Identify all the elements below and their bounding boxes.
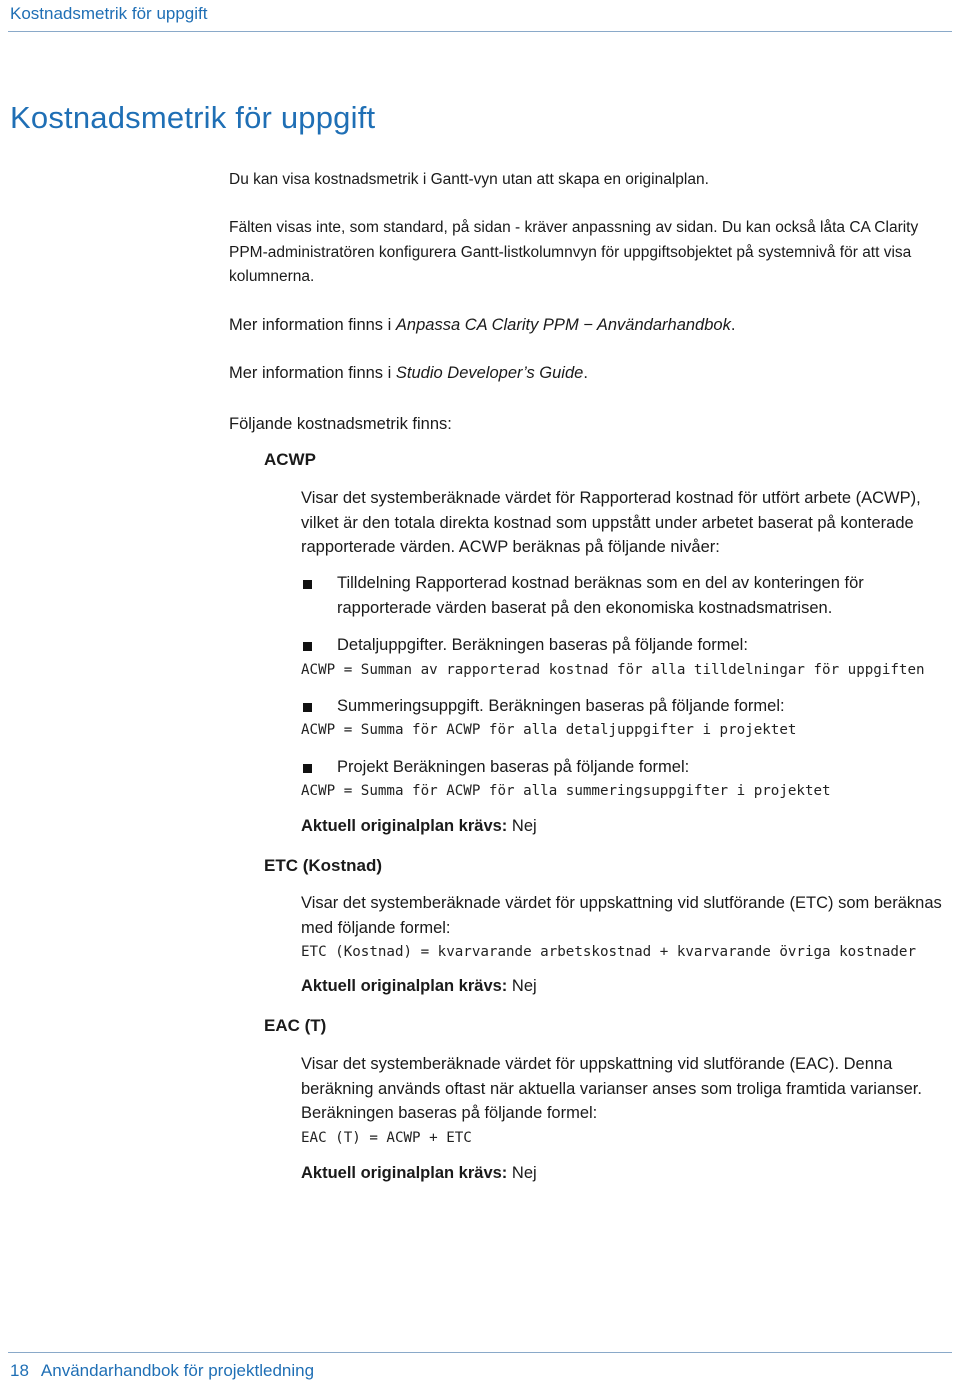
etc-description: Visar det systemberäknade värdet för uppskattning vid slutförande (ETC) som beräknas med följande formel: [301, 894, 942, 937]
acwp-baseline-required [301, 817, 537, 836]
baseline-required-value: Nej [507, 1164, 537, 1182]
acwp-formula-summary: ACWP = Summa för ACWP för alla detaljuppgifter i projektet [301, 722, 797, 738]
book-title: Användarhandbok för projektledning [40, 1361, 315, 1380]
acwp-bullet-project: Projekt Beräkningen baseras på följande formel: [337, 758, 690, 776]
more-info-suffix: . [583, 364, 588, 382]
page-footer [10, 1361, 314, 1381]
page-title: Kostnadsmetrik för uppgift [10, 100, 376, 135]
metrics-intro: Följande kostnadsmetrik finns: [229, 415, 452, 433]
more-info-prefix: Mer information finns i [229, 316, 396, 334]
etc-baseline-required [301, 977, 537, 996]
etc-formula: ETC (Kostnad) = kvarvarande arbetskostnad + kvarvarande övriga kostnader [301, 944, 916, 960]
acwp-bullet-assignment: Tilldelning Rapporterad kostnad beräknas som en del av konteringen för rapporterade värden baserat på den ekonomiska kostnadsmatrisen. [337, 574, 864, 617]
acwp-bullet-summary-task: Summeringsuppgift. Beräkningen baseras på följande formel: [337, 697, 785, 715]
baseline-required-value: Nej [507, 977, 537, 995]
baseline-required-label: Aktuell originalplan krävs: [301, 977, 508, 995]
term-etc: ETC (Kostnad) [264, 856, 383, 875]
bullet-icon [303, 764, 312, 773]
term-eac: EAC (T) [264, 1016, 327, 1035]
acwp-description: Visar det systemberäknade värdet för Rapporterad kostnad för utfört arbete (ACWP), vilket är den totala direkta kostnad som uppstått under arbetet baserat på konterade rapporterade värden. ACWP beräknas på följande nivåer: [301, 489, 921, 556]
header-divider [8, 31, 952, 32]
doc-reference-link[interactable]: Anpassa CA Clarity PPM − Användarhandbok [395, 316, 731, 334]
acwp-bullet-detail-tasks: Detaljuppgifter. Beräkningen baseras på följande formel: [337, 636, 748, 654]
term-acwp: ACWP [264, 450, 316, 469]
eac-formula: EAC (T) = ACWP + ETC [301, 1130, 472, 1146]
bullet-icon [303, 642, 312, 651]
page-number: 18 [10, 1361, 29, 1380]
eac-description: Visar det systemberäknade värdet för uppskattning vid slutförande (EAC). Denna beräkning används oftast när aktuella varianser anses som troliga framtida varianser. Beräkningen baseras på följande formel: [301, 1055, 922, 1122]
more-info-suffix: . [730, 316, 736, 334]
baseline-required-label: Aktuell originalplan krävs: [301, 817, 508, 835]
acwp-formula-detail: ACWP = Summan av rapporterad kostnad för alla tilldelningar för uppgiften [301, 662, 925, 678]
intro-paragraph-1: Du kan visa kostnadsmetrik i Gantt-vyn utan att skapa en originalplan. [229, 171, 709, 188]
doc-reference-link[interactable]: Studio Developer’s Guide [395, 364, 584, 382]
bullet-icon [303, 580, 312, 589]
more-info-paragraph-2 [229, 361, 954, 386]
acwp-formula-project: ACWP = Summa för ACWP för alla summeringsuppgifter i projektet [301, 783, 831, 799]
bullet-icon [303, 703, 312, 712]
more-info-paragraph-1 [229, 313, 954, 338]
intro-paragraph-2: Fälten visas inte, som standard, på sidan - kräver anpassning av sidan. Du kan också låta CA Clarity PPM-administratören konfigurera Gantt-listkolumnvyn för uppgiftsobjektet på systemnivå för att visa kolumnerna. [229, 219, 919, 285]
more-info-prefix: Mer information finns i [229, 364, 396, 382]
baseline-required-value: Nej [507, 817, 537, 835]
eac-baseline-required [301, 1164, 537, 1183]
baseline-required-label: Aktuell originalplan krävs: [301, 1164, 508, 1182]
footer-divider [8, 1352, 952, 1353]
running-header: Kostnadsmetrik för uppgift [10, 4, 208, 23]
